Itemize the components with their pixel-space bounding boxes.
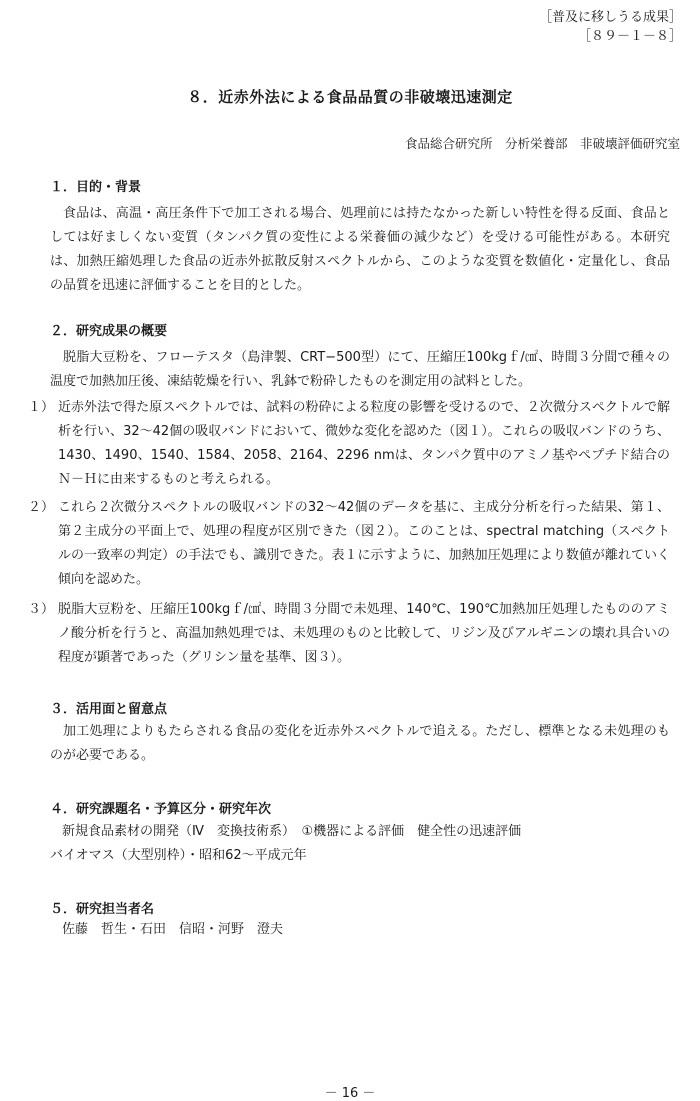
finding-text: これら２次微分スペクトルの吸収バンドの32〜42個のデータを基に、主成分分析を行った結果、第１、第２主成分の平面上で、処理の程度が区別できた（図２）。このことは、spectral matching（スペクトルの一致率の判定）の手法でも、識別できた。表１に示すように、加熱加圧処理により数値が離れていく傾向を認めた。 xyxy=(58,500,670,587)
page-number: － 16 － xyxy=(324,1086,376,1101)
section-2-intro: 脱脂大豆粉を、フローテスタ（島津製、CRT−500型）にて、圧縮圧100kgｆ/㎠、時間３分間で種々の温度で加熱加圧後、凍結乾燥を行い、乳鉢で粉砕したものを測定用の試料とした。 xyxy=(50,350,670,389)
finding-item xyxy=(28,396,670,492)
section-2-heading: ２．研究成果の概要 xyxy=(50,324,168,339)
finding-text: 近赤外法で得た原スペクトルでは、試料の粉砕による粒度の影響を受けるので、２次微分スペクトルで解析を行い、32〜42個の吸収バンドにおいて、微妙な変化を認めた（図１）。これらの吸収バンドのうち、1430、1490、1540、1584、2058、2164、2296 nmは、タンパク質中のアミノ基やペプチド結合のＮ－Ｈに由来するものと考えられる。 xyxy=(58,400,670,487)
finding-item xyxy=(28,598,670,670)
finding-number: ３） xyxy=(28,602,55,617)
result-code: ［８９－１－８］ xyxy=(577,29,682,44)
section-3-heading: ３．活用面と留意点 xyxy=(50,702,168,717)
section-5-heading: ５．研究担当者名 xyxy=(50,902,155,917)
research-project-line: 新規食品素材の開発（Ⅳ 変換技術系） ①機器による評価 健全性の迅速評価 xyxy=(62,824,522,839)
researcher-names: 佐藤 哲生・石田 信昭・河野 澄夫 xyxy=(62,922,284,937)
finding-text: 脱脂大豆粉を、圧縮圧100kgｆ/㎠、時間３分間で未処理、140℃、190℃加熱加圧処理したもののアミノ酸分析を行うと、高温加熱処理では、未処理のものと比較して、リジン及びアルギニンの壊れ具合いの程度が顕著であった（グリシン量を基準、図３）。 xyxy=(58,602,670,665)
document-title: ８．近赤外法による食品品質の非破壊迅速測定 xyxy=(187,88,513,106)
category-label: ［普及に移しうる成果］ xyxy=(538,10,682,25)
finding-item xyxy=(28,496,670,592)
affiliation: 食品総合研究所 分析栄養部 非破壊評価研究室 xyxy=(404,136,680,151)
section-3-text: 加工処理によりもたらされる食品の変化を近赤外スペクトルで追える。ただし、標準となる未処理のものが必要である。 xyxy=(50,724,670,763)
section-4-heading: ４．研究課題名・予算区分・研究年次 xyxy=(50,802,272,817)
result-category-tag xyxy=(539,8,682,46)
finding-number: ２） xyxy=(28,500,55,515)
finding-number: １） xyxy=(28,400,55,415)
budget-period-line: バイオマス（大型別枠）・昭和62〜平成元年 xyxy=(50,848,307,863)
section-1-text: 食品は、高温・高圧条件下で加工される場合、処理前には持たなかった新しい特性を得る反面、食品としては好ましくない変質（タンパク質の変性による栄養価の減少など）を受ける可能性がある。本研究は、加熱圧縮処理した食品の近赤外拡散反射スペクトルから、このような変質を数値化・定量化し、食品の品質を迅速に評価することを目的とした。 xyxy=(50,206,670,293)
section-1-heading: １．目的・背景 xyxy=(50,180,142,195)
